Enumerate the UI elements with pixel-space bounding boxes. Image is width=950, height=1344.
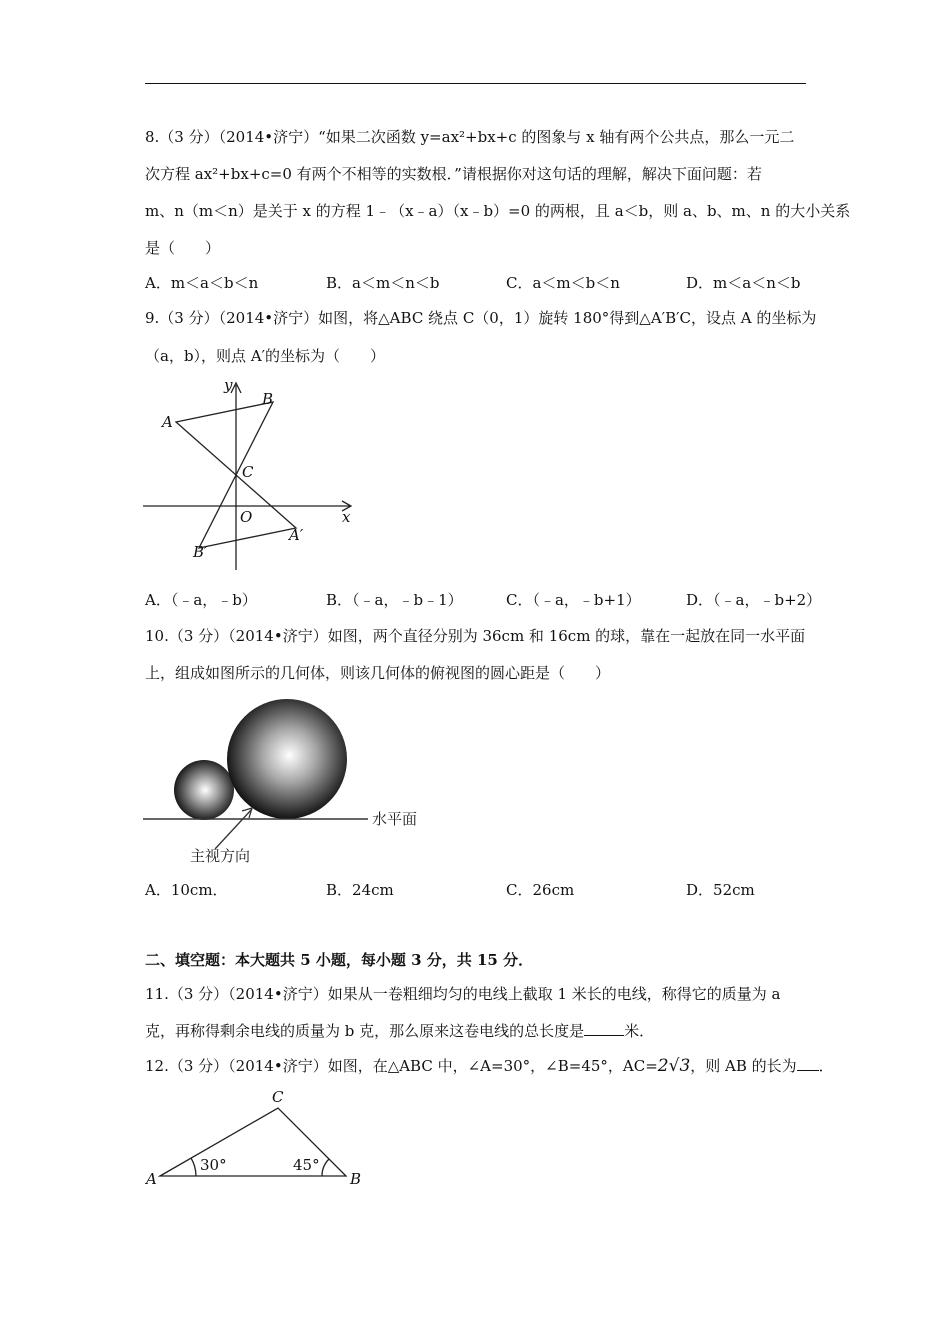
q9-figure [140,375,370,575]
q11-line-2-text: 克，再称得剩余电线的质量为 b 克，那么原来这卷电线的总长度是 [145,1022,585,1040]
y-label: y [224,376,233,394]
q10-option-a: A．10cm． [145,881,228,899]
q9-option-c: C．（﹣a，﹣b+1） [506,591,641,609]
q8-option-c: C．a＜m＜b＜n [506,274,620,292]
q11-answer-blank [584,1021,624,1036]
q8-option-a: A．m＜a＜b＜n [145,274,259,292]
q11-line-2 [145,1021,654,1041]
point-a-label: A [162,413,173,431]
q9-line-1: 9.（3 分）（2014•济宁）如图，将△ABC 绕点 C（0，1）旋转 180°得到△A′B′C，设点 A 的坐标为 [145,309,817,327]
small-sphere [174,760,234,820]
q9-option-a: A．（﹣a，﹣b） [145,591,257,609]
q12-figure [140,1085,380,1195]
q8-line-1: 8.（3 分）（2014•济宁）“如果二次函数 y=ax²+bx+c 的图象与 x 轴有两个公共点，那么一元二 [145,128,795,146]
q12-line-1 [145,1056,834,1076]
q8-option-b: B．a＜m＜n＜b [326,274,440,292]
q10-figure [140,695,440,875]
angle-b-label: 45° [293,1156,320,1174]
q11-line-1: 11.（3 分）（2014•济宁）如果从一卷粗细均匀的电线上截取 1 米长的电线，称得它的质量为 a [145,985,781,1003]
point-c-label: C [272,1088,284,1106]
q10-line-1: 10.（3 分）（2014•济宁）如图，两个直径分别为 36cm 和 16cm 的球，靠在一起放在同一水平面 [145,627,806,645]
surface-label: 水平面 [372,810,418,828]
q9-line-2: （a，b），则点 A′的坐标为（ ） [145,347,386,365]
q10-option-b: B．24cm [326,881,394,899]
point-c-label: C [242,463,254,481]
header-rule [145,83,806,84]
q12-answer-blank [797,1056,819,1071]
q12-line-1-text: 12.（3 分）（2014•济宁）如图，在△ABC 中，∠A=30°，∠B=45°，AC= [145,1057,658,1075]
point-b-label: B [262,390,274,408]
large-sphere [227,699,347,819]
q10-option-d: D．52cm [686,881,755,899]
q12-line-1-mid: ，则 AB 的长为 [690,1057,797,1075]
q8-line-3: m、n（m＜n）是关于 x 的方程 1﹣（x﹣a）（x﹣b）=0 的两根，且 a＜b，则 a、b、m、n 的大小关系 [145,202,851,220]
q10-line-2: 上，组成如图所示的几何体，则该几何体的俯视图的圆心距是（ ） [145,664,611,682]
q12-ac-value: 2√3 [657,1056,691,1076]
triangle-abc [176,402,273,475]
q8-line-2: 次方程 ax²+bx+c=0 有两个不相等的实数根．”请根据你对这句话的理解，解决下面问题：若 [145,165,762,183]
angle-a-arc [191,1158,196,1176]
q10-option-c: C．26cm [506,881,575,899]
angle-b-arc [322,1159,329,1176]
point-a1-label: A′ [289,526,304,544]
q8-line-4: 是（ ） [145,239,221,257]
point-b1-label: B′ [193,543,208,561]
arrow-head [242,808,252,818]
q8-option-d: D．m＜a＜n＜b [686,274,801,292]
point-b-label: B [350,1170,362,1188]
q9-option-b: B．（﹣a，﹣b﹣1） [326,591,463,609]
point-a-label: A [146,1170,157,1188]
angle-a-label: 30° [200,1156,227,1174]
direction-label: 主视方向 [190,847,251,865]
q11-line-2-end: 米． [624,1022,655,1040]
q9-option-d: D．（﹣a，﹣b+2） [686,591,822,609]
q12-line-1-end: ． [818,1057,834,1075]
section-2-title: 二、填空题：本大题共 5 小题，每小题 3 分，共 15 分． [145,951,534,969]
x-label: x [342,508,351,526]
origin-label: O [240,508,253,526]
